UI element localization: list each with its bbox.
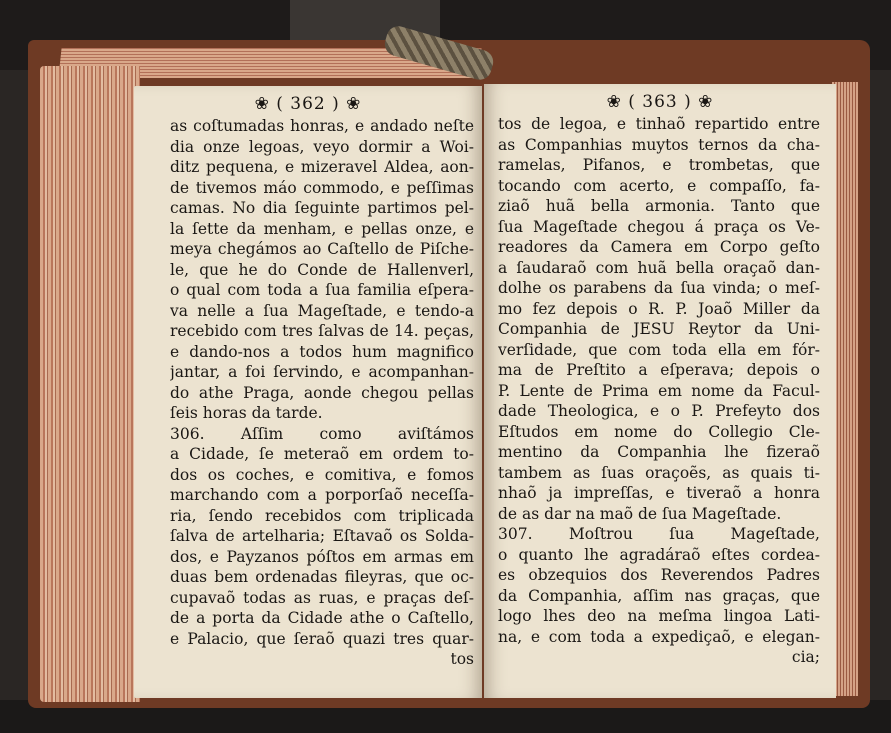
text-line: mo fez depois o R. P. Joaõ Miller da (498, 299, 820, 318)
text-line: ditz pequena, e mizeravel Aldea, aon- (170, 158, 474, 176)
text-line: da Companhia, aſſim nas graças, que (498, 586, 820, 605)
text-line: 307. Moſtrou ſua Mageſtade, (498, 525, 820, 543)
page-edges-left (40, 66, 140, 702)
left-page (134, 86, 482, 698)
text-line: camas. No dia ſeguinte partimos pel- (170, 199, 474, 217)
text-line: ria, ſendo recebidos com triplicada (170, 506, 474, 525)
text-line: ſua Mageſtade chegou á praça os Ve- (498, 217, 820, 236)
text-line: dia onze legoas, veyo dormir a Woi- (170, 137, 474, 156)
text-line: ziaõ huã bella armonia. Tanto que (498, 197, 820, 215)
text-line: es obzequios dos Reverendos Padres (498, 566, 820, 584)
text-line: na, e com toda a expediçaõ, e elegan- (498, 627, 820, 646)
right-page (484, 84, 836, 698)
text-line: dade Theologica, e o P. Prefeyto dos (498, 402, 820, 420)
right-page-text (498, 114, 820, 668)
text-line: nhaõ ja impreſſas, e tiveraõ a honra (498, 484, 820, 502)
text-line: ſalva de artelharia; Eſtavaõ os Solda- (170, 527, 474, 545)
text-line: de as dar na maõ de ſua Mageſtade. (498, 504, 782, 523)
text-line: Companhia de JESU Reytor da Uni- (498, 320, 820, 338)
text-line: ma de Preſtito a eſperava; depois o (498, 361, 820, 379)
text-line: duas bem ordenadas fileyras, que oc- (170, 568, 474, 586)
text-line: recebido com tres ſalvas de 14. peças, (170, 322, 474, 340)
text-line: cia; (791, 648, 820, 666)
text-line: e dando-nos a todos hum magnifico (170, 342, 474, 361)
left-page-text (170, 116, 474, 670)
text-line: logo lhes deo na meſma lingoa Lati- (498, 607, 820, 625)
text-line: ramelas, Pifanos, e trombetas, que (498, 156, 820, 174)
text-line: a ſaudaraõ com huã bella oraçaõ dan- (498, 258, 820, 277)
page-header-right: ❀ ( 363 ) ❀ (606, 92, 714, 112)
text-line: tos de legoa, e tinhaõ repartido entre (498, 115, 820, 133)
text-line: dos os coches, e comitiva, e fomos (170, 465, 474, 484)
text-line: jantar, a foi ſervindo, e acompanhan- (170, 363, 474, 381)
text-line: verſidade, que com toda ella em fór- (498, 340, 820, 359)
text-line: as Companhias muytos ternos da cha- (498, 135, 820, 154)
text-line: e Palacio, que ſeraõ quazi tres quar- (170, 629, 474, 648)
text-line: o qual com toda a ſua familia eſpera- (170, 281, 474, 299)
text-line: va nelle a ſua Mageſtade, e tendo-a (170, 301, 474, 320)
text-line: readores da Camera em Corpo geſto (498, 238, 820, 256)
text-line: cupavaõ todas as ruas, e praças deſ- (170, 588, 474, 607)
text-line: de tivemos máo commodo, e peſſimas (170, 178, 474, 197)
text-line: mentino da Companhia lhe fizeraõ (498, 443, 820, 461)
text-line: tos (450, 650, 474, 668)
text-line: o quanto lhe agradáraõ eſtes cordea- (498, 545, 820, 564)
text-line: dos, e Payzanos póſtos em armas em (170, 547, 474, 566)
text-line: la ſette da menham, e pellas onze, e (170, 219, 474, 238)
text-line: ſeis horas da tarde. (170, 404, 323, 422)
text-line: a Cidade, ſe meteraõ em ordem to- (170, 445, 474, 463)
text-line: meya chegámos ao Caſtello de Piſche- (170, 240, 474, 258)
text-line: dolhe os parabens da ſua vinda; o meſ- (498, 279, 820, 297)
text-line: Eſtudos em nome do Collegio Cle- (498, 422, 820, 441)
text-line: de a porta da Cidade athe o Caſtello, (170, 609, 474, 627)
text-line: do athe Praga, aonde chegou pellas (170, 383, 474, 402)
text-line: P. Lente de Prima em nome da Facul- (498, 381, 820, 400)
text-line: marchando com a porporſaõ neceſſa- (170, 486, 474, 504)
text-line: as coſtumadas honras, e andado neſte (170, 117, 474, 135)
text-line: 306. Aſſim como aviſtámos (170, 424, 474, 443)
text-line: tocando com acerto, e compaſſo, fa- (498, 176, 820, 195)
text-line: tambem as ſuas oraçoẽs, as quais ti- (498, 463, 820, 482)
page-header-left: ❀ ( 362 ) ❀ (254, 94, 362, 114)
text-line: le, que he do Conde de Hallenverl, (170, 260, 474, 279)
